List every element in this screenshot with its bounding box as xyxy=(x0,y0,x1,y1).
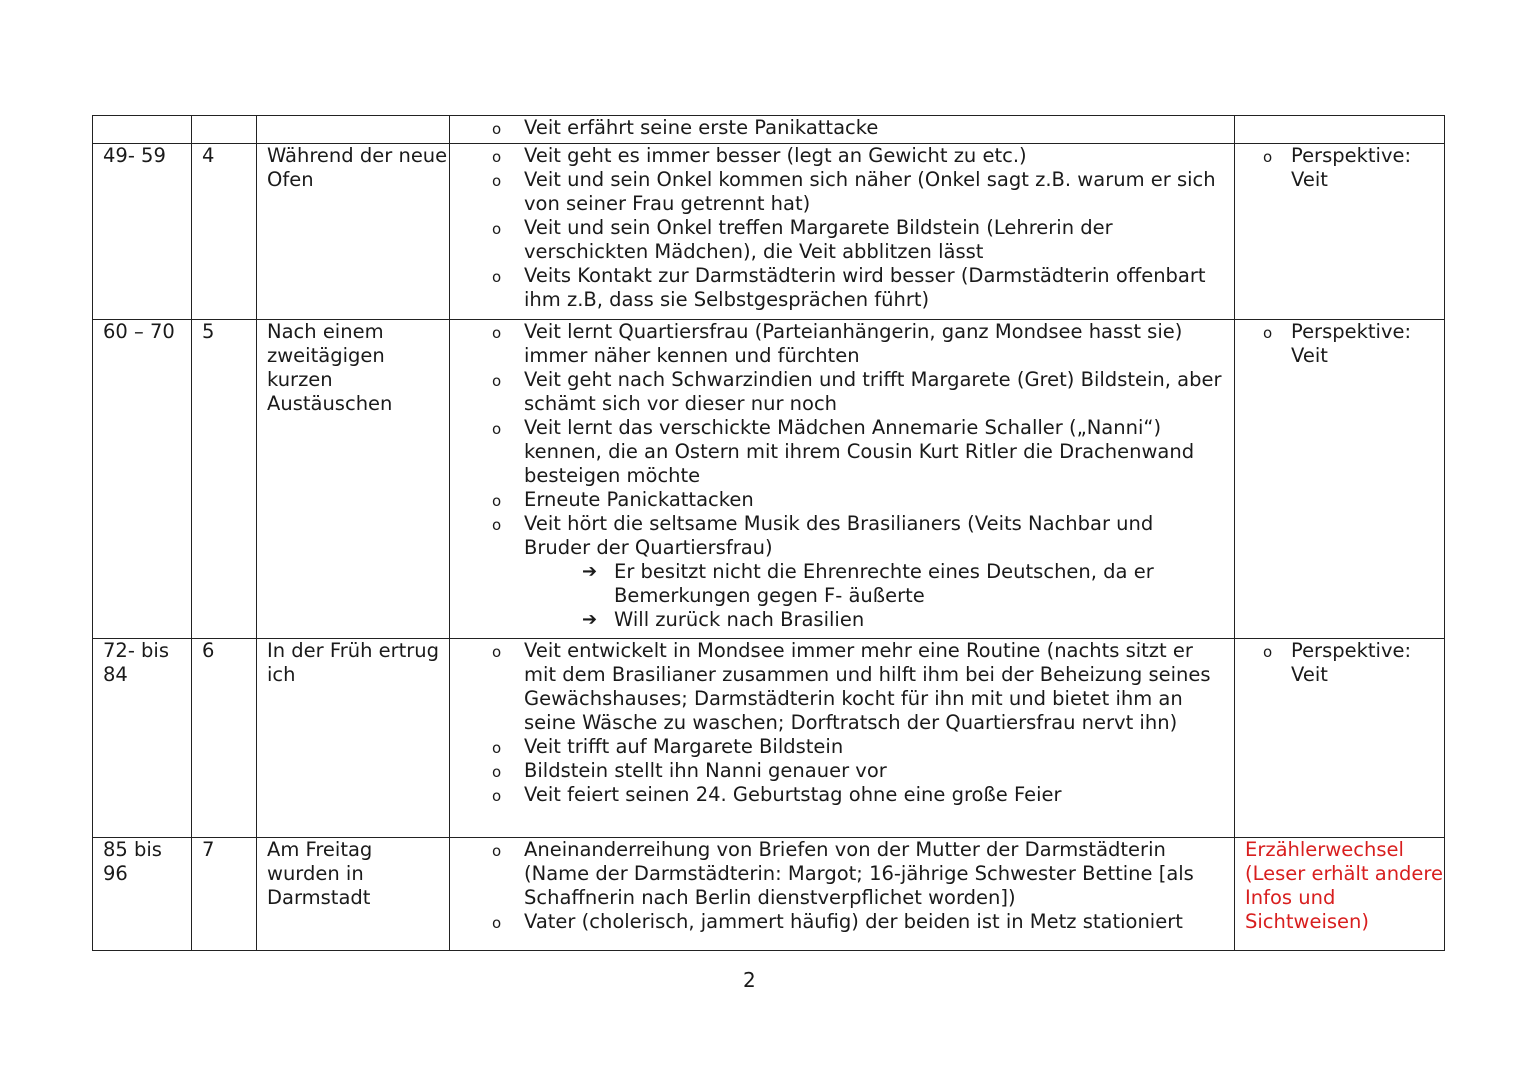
table-row xyxy=(93,116,1445,144)
perspective-item: o Perspektive: Veit xyxy=(1245,320,1444,368)
narrator-change-note: Erzählerwechsel (Leser erhält andere Infos und Sichtweisen) xyxy=(1245,838,1444,933)
event-item xyxy=(450,368,1234,416)
event-text: Veit hört die seltsame Musik des Brasilianers (Veits Nachbar und Bruder der Quartiersfrau) xyxy=(524,512,1154,559)
chapter-start-cell xyxy=(257,116,450,144)
event-text: Aneinanderreihung von Briefen von der Mutter der Darmstädterin (Name der Darmstädterin: Margot; 16-jährige Schwester Bettine [als Schaffnerin nach Berlin dienstverpflichet worden]) xyxy=(524,838,1194,909)
perspective-cell xyxy=(1235,838,1445,951)
event-item xyxy=(450,116,1234,140)
events-cell xyxy=(450,116,1235,144)
event-text: Veit entwickelt in Mondsee immer mehr eine Routine (nachts sitzt er mit dem Brasilianer zusammen und hilft ihm bei der Beheizung seines Gewächshauses; Darmstädterin kocht für ihn mit und bietet ihm an seine Wäsche zu waschen; Dorftratsch der Quartiersfrau nervt ihn) xyxy=(524,639,1211,734)
event-text: Veit und sein Onkel kommen sich näher (Onkel sagt z.B. warum er sich von seiner Frau getrennt hat) xyxy=(524,168,1216,215)
event-text: Erneute Panickattacken xyxy=(524,488,754,511)
chapter-cell: 6 xyxy=(192,639,257,838)
chapter-cell xyxy=(192,116,257,144)
page-number: 2 xyxy=(743,968,756,992)
perspective-cell xyxy=(1235,116,1445,144)
event-item xyxy=(450,759,1234,783)
events-cell xyxy=(450,639,1235,838)
perspective-item: o Perspektive: Veit xyxy=(1245,144,1444,192)
event-text: Veit lernt Quartiersfrau (Parteianhängerin, ganz Mondsee hasst sie) immer näher kennen und fürchten xyxy=(524,320,1183,367)
event-item xyxy=(450,320,1234,368)
perspective-item: o Perspektive: Veit xyxy=(1245,639,1444,687)
pages-cell: 72- bis 84 xyxy=(93,639,192,838)
event-text: Vater (cholerisch, jammert häufig) der beiden ist in Metz stationiert xyxy=(524,910,1183,933)
chapter-start-cell: Am Freitag wurden in Darmstadt xyxy=(257,838,450,951)
event-text: Veits Kontakt zur Darmstädterin wird besser (Darmstädterin offenbart ihm z.B, dass sie Selbstgesprächen führt) xyxy=(524,264,1206,311)
event-item xyxy=(450,512,1234,632)
event-text: Veit geht nach Schwarzindien und trifft Margarete (Gret) Bildstein, aber schämt sich vor dieser nur noch xyxy=(524,368,1222,415)
events-cell xyxy=(450,320,1235,639)
events-cell xyxy=(450,144,1235,320)
event-item xyxy=(450,216,1234,264)
pages-cell: 60 – 70 xyxy=(93,320,192,639)
perspective-cell xyxy=(1235,320,1445,639)
event-item xyxy=(450,488,1234,512)
event-item xyxy=(450,783,1234,807)
events-cell xyxy=(450,838,1235,951)
perspective-cell xyxy=(1235,639,1445,838)
event-item xyxy=(450,910,1234,934)
perspective-cell xyxy=(1235,144,1445,320)
event-text: Veit und sein Onkel treffen Margarete Bildstein (Lehrerin der verschickten Mädchen), die Veit abblitzen lässt xyxy=(524,216,1113,263)
event-text: Veit lernt das verschickte Mädchen Annemarie Schaller („Nanni“) kennen, die an Ostern mit ihrem Cousin Kurt Ritler die Drachenwand besteigen möchte xyxy=(524,416,1195,487)
pages-cell: 85 bis 96 xyxy=(93,838,192,951)
event-item xyxy=(450,264,1234,312)
event-item xyxy=(450,416,1234,488)
event-text: Veit trifft auf Margarete Bildstein xyxy=(524,735,844,758)
pages-cell xyxy=(93,116,192,144)
table-row xyxy=(93,144,1445,320)
chapter-start-cell: Nach einem zweitägigen kurzen Austäuschen xyxy=(257,320,450,639)
table-row xyxy=(93,320,1445,639)
chapter-cell: 4 xyxy=(192,144,257,320)
chapter-cell: 5 xyxy=(192,320,257,639)
event-text: Veit erfährt seine erste Panikattacke xyxy=(524,116,879,139)
event-item xyxy=(450,838,1234,910)
table-row xyxy=(93,639,1445,838)
event-text: Veit feiert seinen 24. Geburtstag ohne eine große Feier xyxy=(524,783,1062,806)
table-row xyxy=(93,838,1445,951)
event-text: Veit geht es immer besser (legt an Gewicht zu etc.) xyxy=(524,144,1027,167)
event-item xyxy=(450,144,1234,168)
event-item xyxy=(450,168,1234,216)
event-item xyxy=(450,735,1234,759)
chapter-cell: 7 xyxy=(192,838,257,951)
event-item xyxy=(450,639,1234,735)
arrow-subitem: ➔ Will zurück nach Brasilien xyxy=(524,608,1222,632)
event-text: Bildstein stellt ihn Nanni genauer vor xyxy=(524,759,887,782)
chapter-start-cell: In der Früh ertrug ich xyxy=(257,639,450,838)
summary-table xyxy=(92,115,1445,951)
chapter-start-cell: Während der neue Ofen xyxy=(257,144,450,320)
pages-cell: 49- 59 xyxy=(93,144,192,320)
arrow-subitem: ➔ Er besitzt nicht die Ehrenrechte eines Deutschen, da er Bemerkungen gegen F- äußerte xyxy=(524,560,1222,608)
